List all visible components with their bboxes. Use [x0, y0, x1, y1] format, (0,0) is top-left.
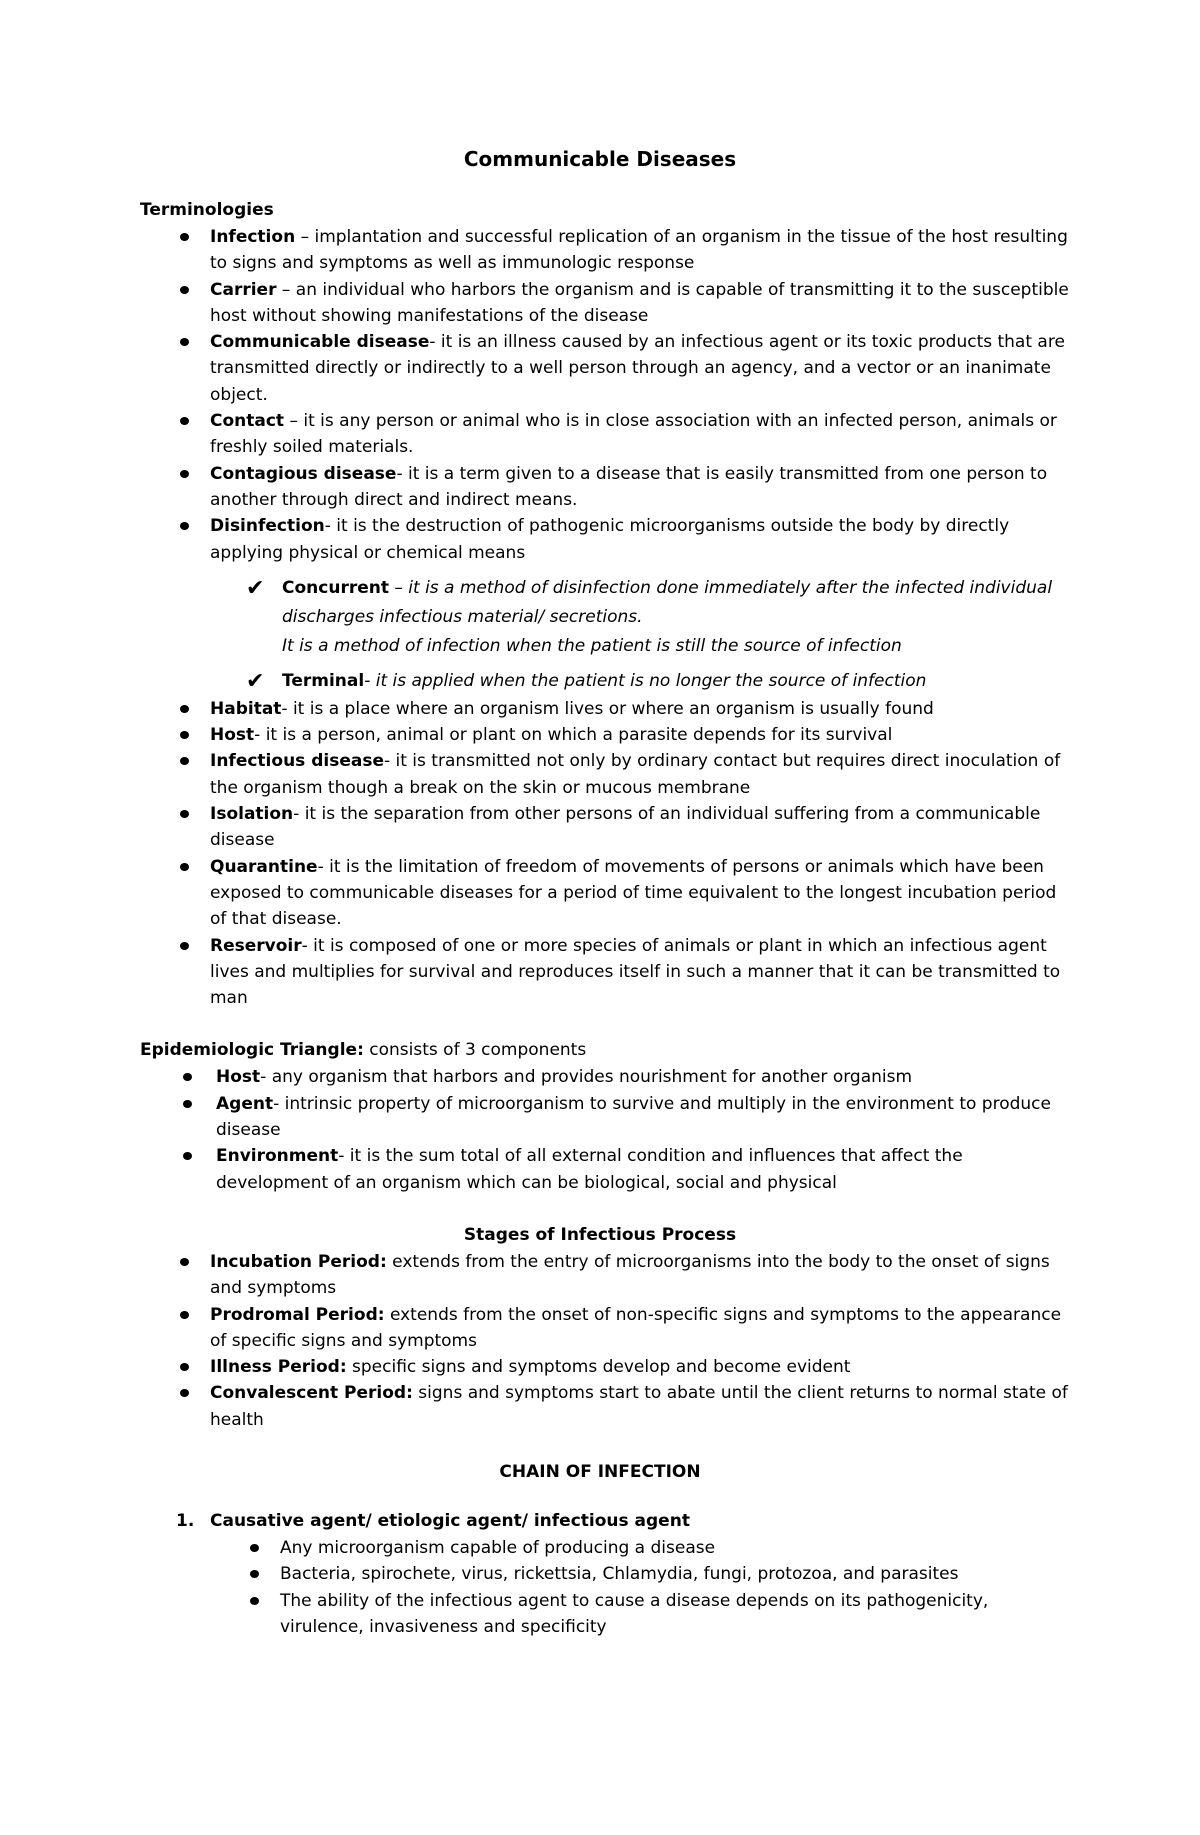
bullet-icon [180, 705, 189, 713]
checkmark-icon: ✔ [246, 575, 265, 601]
bullet-icon [180, 863, 189, 871]
list-item: Prodromal Period: extends from the onset of non-specific signs and symptoms to the appearance of specific signs and symptoms [0, 1302, 1200, 1355]
triangle-list [0, 1064, 1200, 1195]
list-item: Bacteria, spirochete, virus, rickettsia, Chlamydia, fungi, protozoa, and parasites [0, 1561, 1200, 1587]
bullet-icon [250, 1597, 259, 1605]
list-item: Incubation Period: extends from the entry of microorganisms into the body to the onset of signs and symptoms [0, 1249, 1200, 1302]
bullet-icon [183, 1100, 192, 1108]
bullet-icon [180, 1258, 189, 1266]
chain-item-causative-agent: 1. Causative agent/ etiologic agent/ infectious agent [176, 1510, 690, 1531]
bullet-icon [180, 286, 189, 294]
bullet-icon [180, 338, 189, 346]
list-item: Contact – it is any person or animal who is in close association with an infected person, animals or freshly soiled materials. [0, 408, 1200, 461]
list-item: Environment- it is the sum total of all external condition and influences that affect the development of an organism which can be biological, social and physical [0, 1143, 1200, 1196]
list-item: Infectious disease- it is transmitted not only by ordinary contact but requires direct inoculation of the organism though a break on the skin or mucous membrane [0, 748, 1200, 801]
bullet-icon [250, 1570, 259, 1578]
causative-agent-list [0, 1535, 1200, 1640]
checkmark-icon: ✔ [246, 668, 265, 694]
terminologies-heading: Terminologies [140, 200, 274, 220]
bullet-icon [180, 731, 189, 739]
bullet-icon [250, 1544, 259, 1552]
bullet-icon [180, 233, 189, 241]
bullet-icon [180, 470, 189, 478]
bullet-icon [180, 1363, 189, 1371]
bullet-icon [180, 1389, 189, 1397]
list-item: Isolation- it is the separation from other persons of an individual suffering from a communicable disease [0, 801, 1200, 854]
bullet-icon [183, 1152, 192, 1160]
list-item: Any microorganism capable of producing a disease [0, 1535, 1200, 1561]
terminologies-list [0, 224, 1200, 566]
disinfection-type-concurrent: ✔ Concurrent – it is a method of disinfection done immediately after the infected individual discharges infectious material/ secretions. It is a method of infection when the patient is still the source of infection [246, 575, 1053, 656]
bullet-icon [180, 417, 189, 425]
bullet-icon [180, 810, 189, 818]
list-item: Carrier – an individual who harbors the organism and is capable of transmitting it to the susceptible host without showing manifestations of the disease [0, 277, 1200, 330]
bullet-icon [180, 942, 189, 950]
list-item: Habitat- it is a place where an organism lives or where an organism is usually found [0, 696, 1200, 722]
list-item: Reservoir- it is composed of one or more species of animals or plant in which an infectious agent lives and multiplies for survival and reproduces itself in such a manner that it can be transmitted to man [0, 933, 1200, 1012]
chain-of-infection-heading: CHAIN OF INFECTION [499, 1461, 701, 1482]
page-title: Communicable Diseases [463, 147, 737, 171]
bullet-icon [180, 522, 189, 530]
list-item: Illness Period: specific signs and symptoms develop and become evident [0, 1354, 1200, 1380]
terminologies-list-continued [0, 696, 1200, 1012]
list-item: Host- any organism that harbors and provides nourishment for another organism [0, 1064, 1200, 1090]
list-item: Infection – implantation and successful replication of an organism in the tissue of the host resulting to signs and symptoms as well as immunologic response [0, 224, 1200, 277]
bullet-icon [183, 1073, 192, 1081]
list-item: Disinfection- it is the destruction of pathogenic microorganisms outside the body by directly applying physical or chemical means [0, 513, 1200, 566]
stages-heading: Stages of Infectious Process [463, 1224, 737, 1245]
list-item: Host- it is a person, animal or plant on which a parasite depends for its survival [0, 722, 1200, 748]
list-item: Quarantine- it is the limitation of freedom of movements of persons or animals which have been exposed to communicable diseases for a period of time equivalent to the longest incubation period of that disease. [0, 854, 1200, 933]
stages-list [0, 1249, 1200, 1433]
list-item: Contagious disease- it is a term given to a disease that is easily transmitted from one person to another through direct and indirect means. [0, 461, 1200, 514]
list-item: Convalescent Period: signs and symptoms start to abate until the client returns to normal state of health [0, 1380, 1200, 1433]
epidemiologic-triangle-heading: Epidemiologic Triangle: consists of 3 components [140, 1040, 587, 1061]
bullet-icon [180, 757, 189, 765]
list-item: Agent- intrinsic property of microorganism to survive and multiply in the environment to produce disease [0, 1091, 1200, 1144]
list-item: Communicable disease- it is an illness caused by an infectious agent or its toxic products that are transmitted directly or indirectly to a well person through an agency, and a vector or an inanimate object. [0, 329, 1200, 408]
list-item: The ability of the infectious agent to cause a disease depends on its pathogenicity, virulence, invasiveness and specificity [0, 1588, 1200, 1641]
bullet-icon [180, 1311, 189, 1319]
disinfection-type-terminal: ✔ Terminal- it is applied when the patient is no longer the source of infection [246, 668, 927, 694]
